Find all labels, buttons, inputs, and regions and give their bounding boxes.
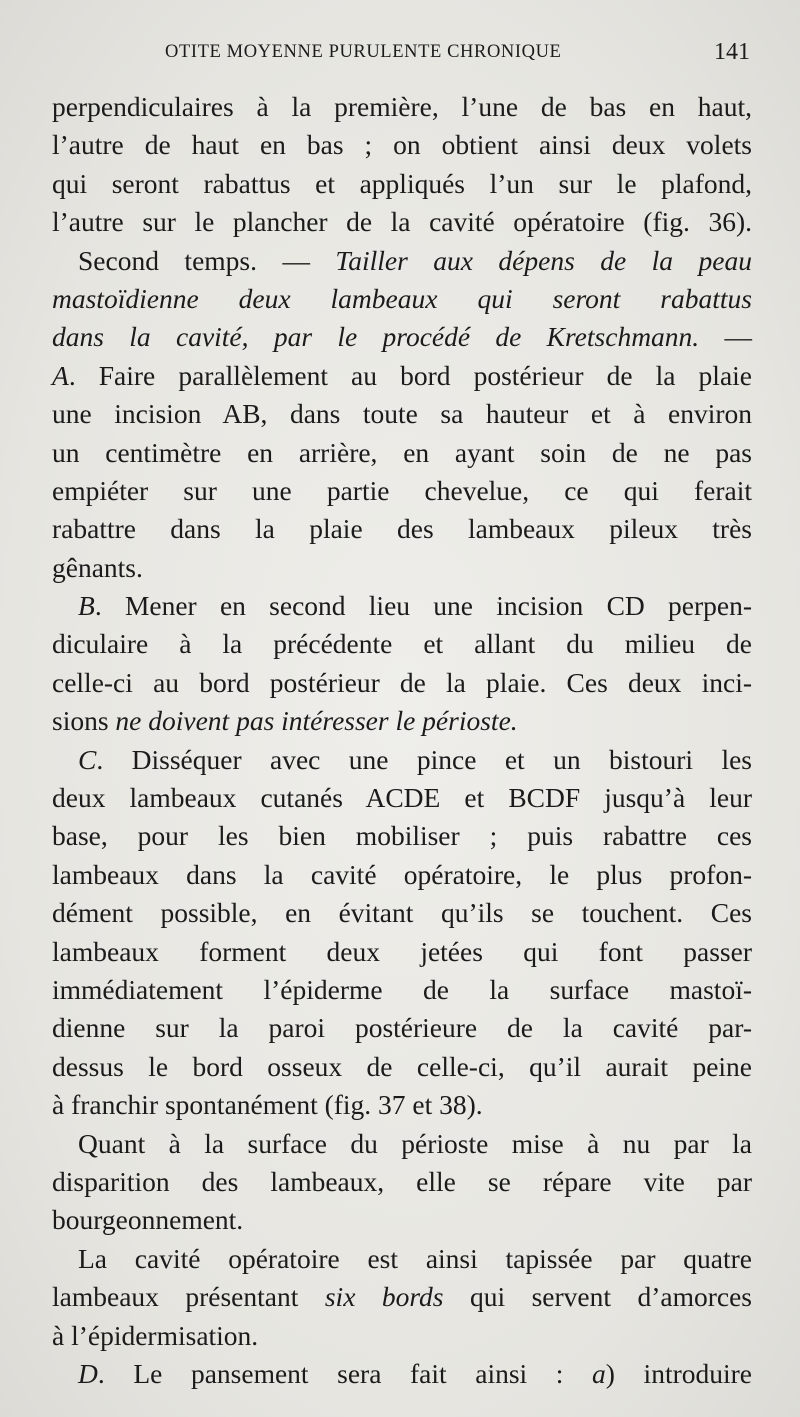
- italic-text: dans la cavité, par le procédé de Kretschmann.: [52, 321, 700, 353]
- text-segment: diculaire à la précédente et allant du milieu de: [52, 628, 752, 660]
- text-segment: . Disséquer avec une pince et un bistouri les: [96, 743, 752, 775]
- body-text: [52, 88, 752, 1393]
- text-segment: sions: [52, 705, 116, 737]
- text-line: [52, 702, 752, 740]
- text-segment: base, pour les bien mobiliser ; puis rabattre ces: [52, 820, 752, 852]
- text-line: [52, 971, 752, 1009]
- text-segment: Second temps. —: [78, 244, 336, 276]
- text-line: [52, 126, 752, 164]
- text-line: [52, 510, 752, 548]
- italic-text: ne doivent pas intéresser le périoste.: [115, 705, 518, 737]
- text-segment: ) introduire: [605, 1357, 752, 1389]
- text-segment: —: [699, 321, 753, 353]
- text-segment: un centimètre en arrière, en ayant soin de ne pas: [52, 436, 752, 468]
- page-header: [60, 39, 750, 74]
- text-line: [52, 625, 752, 663]
- text-segment: l’autre de haut en bas ; on obtient ainsi deux volets: [52, 129, 752, 161]
- text-line: [52, 587, 752, 625]
- text-line: [52, 1048, 752, 1086]
- text-line: [52, 933, 752, 971]
- page-number: 141: [714, 39, 750, 65]
- text-line: [52, 1317, 752, 1355]
- text-segment: deux lambeaux cutanés ACDE et BCDF jusqu’à leur: [52, 782, 752, 814]
- text-segment: immédiatement l’épiderme de la surface mastoï-: [52, 973, 752, 1005]
- text-line: [52, 779, 752, 817]
- running-title: OTITE MOYENNE PURULENTE CHRONIQUE: [165, 42, 562, 62]
- text-line: [52, 242, 752, 280]
- text-segment: qui servent d’amorces: [443, 1281, 753, 1313]
- text-segment: lambeaux dans la cavité opératoire, le plus profon-: [52, 858, 752, 890]
- text-segment: lambeaux forment deux jetées qui font passer: [52, 935, 752, 967]
- text-line: [52, 856, 752, 894]
- italic-text: six bords: [324, 1281, 444, 1313]
- text-segment: La cavité opératoire est ainsi tapissée par quatre: [78, 1242, 752, 1274]
- text-line: [52, 1125, 752, 1163]
- italic-text: C: [78, 743, 97, 775]
- text-line: [52, 395, 752, 433]
- text-segment: l’autre sur le plancher de la cavité opératoire (fig. 36).: [52, 206, 752, 238]
- text-segment: à franchir spontanément (fig. 37 et 38).: [52, 1089, 483, 1121]
- text-line: [52, 741, 752, 779]
- text-line: [52, 1163, 752, 1201]
- text-segment: perpendiculaires à la première, l’une de bas en haut,: [52, 91, 752, 122]
- text-segment: dienne sur la paroi postérieure de la cavité par-: [52, 1012, 752, 1044]
- text-line: [52, 1009, 752, 1047]
- italic-text: B: [78, 590, 95, 622]
- text-segment: disparition des lambeaux, elle se répare vite par: [52, 1165, 752, 1197]
- text-line: [52, 165, 752, 203]
- italic-text: A: [52, 359, 69, 391]
- text-line: [52, 88, 752, 126]
- text-segment: . Faire parallèlement au bord postérieur de la plaie: [68, 359, 752, 391]
- text-line: [52, 434, 752, 472]
- text-segment: . Le pansement sera fait ainsi :: [97, 1357, 593, 1389]
- text-line: [52, 1355, 752, 1393]
- text-line: [52, 318, 752, 356]
- text-line: [52, 1201, 752, 1239]
- italic-text: Tailler aux dépens de la peau: [335, 244, 752, 276]
- italic-text: a: [592, 1357, 606, 1389]
- text-segment: à l’épidermisation.: [52, 1319, 259, 1351]
- text-line: [52, 664, 752, 702]
- text-segment: dessus le bord osseux de celle-ci, qu’il aurait peine: [52, 1050, 752, 1082]
- text-segment: qui seront rabattus et appliqués l’un sur le plafond,: [52, 167, 752, 199]
- text-segment: celle-ci au bord postérieur de la plaie. Ces deux inci-: [52, 666, 752, 698]
- italic-text: D: [78, 1357, 98, 1389]
- text-line: [52, 280, 752, 318]
- text-segment: empiéter sur une partie chevelue, ce qui ferait: [52, 474, 752, 506]
- text-line: [52, 817, 752, 855]
- text-line: [52, 1086, 752, 1124]
- text-segment: gênants.: [52, 551, 143, 583]
- text-line: [52, 1240, 752, 1278]
- text-line: [52, 203, 752, 241]
- text-segment: bourgeonnement.: [52, 1204, 244, 1236]
- text-segment: lambeaux présentant: [52, 1281, 325, 1313]
- text-line: [52, 1278, 752, 1316]
- text-segment: rabattre dans la plaie des lambeaux pileux très: [52, 513, 752, 545]
- text-segment: Quant à la surface du périoste mise à nu par la: [78, 1127, 752, 1159]
- text-line: [52, 549, 752, 587]
- text-line: [52, 894, 752, 932]
- text-line: [52, 472, 752, 510]
- text-line: [52, 357, 752, 395]
- text-segment: une incision AB, dans toute sa hauteur et à environ: [52, 398, 752, 430]
- text-segment: dément possible, en évitant qu’ils se touchent. Ces: [52, 897, 752, 929]
- text-segment: . Mener en second lieu une incision CD perpen-: [94, 590, 752, 622]
- italic-text: mastoïdienne deux lambeaux qui seront rabattus: [52, 282, 752, 314]
